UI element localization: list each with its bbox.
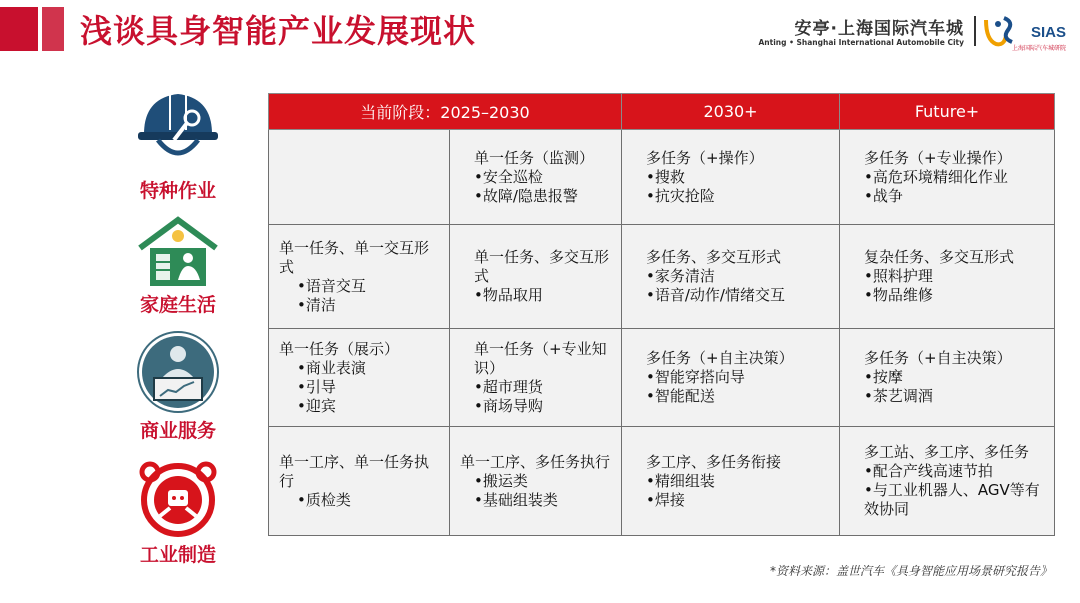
- sias-text: SIAS: [1030, 24, 1066, 41]
- table-cell: [269, 225, 450, 329]
- table-cell: [622, 427, 840, 536]
- cell-item: •迎宾: [297, 396, 336, 415]
- header-future-plus: Future+: [840, 94, 1055, 130]
- category-special-ops: [124, 82, 232, 203]
- table-row: [269, 329, 1055, 427]
- cell-item: •语音/动作/情绪交互: [646, 286, 785, 304]
- cell-title: 单一工序、单一任务执行: [279, 452, 430, 490]
- cell-item: •与工业机器人、AGV等有效协同: [864, 481, 1040, 518]
- cell-title: 单一任务（监测）: [474, 148, 595, 167]
- person-laptop-chart-icon: [130, 330, 226, 414]
- cell-item: •基础组装类: [474, 490, 558, 509]
- cell-title: 单一任务（+专业知识）: [474, 339, 607, 377]
- cell-item: •精细组装: [646, 471, 715, 490]
- table-cell: [840, 329, 1055, 427]
- brand-name-en: Anting • Shanghai International Automobile City: [758, 38, 964, 47]
- cell-title: 多工序、多任务衔接: [646, 452, 782, 471]
- table-cell: [269, 427, 450, 536]
- table-cell: [269, 130, 450, 225]
- cell-title: 多工站、多工序、多任务: [864, 443, 1030, 461]
- cell-item: •搬运类: [474, 471, 528, 490]
- cell-item: •商业表演: [297, 358, 366, 377]
- table-cell: [450, 329, 622, 427]
- cell-item: •物品维修: [864, 286, 933, 304]
- cell-item: •高危环境精细化作业: [864, 167, 1008, 186]
- category-label: 特种作业: [139, 180, 216, 202]
- cell-item: •智能配送: [646, 387, 715, 405]
- cell-item: •故障/隐患报警: [474, 186, 578, 205]
- source-note: *资料来源：盖世汽车《具身智能应用场景研究报告》: [769, 564, 1052, 578]
- cell-item: •照料护理: [864, 267, 933, 285]
- sias-logo: [980, 10, 1066, 54]
- table-cell: [840, 427, 1055, 536]
- cell-item: •搜救: [646, 167, 685, 186]
- cell-title: 复杂任务、多交互形式: [864, 248, 1015, 266]
- category-label: 商业服务: [139, 420, 216, 442]
- cell-title: 单一任务（展示）: [279, 339, 400, 358]
- cell-title: 单一任务、单一交互形式: [279, 238, 430, 276]
- title-accent-bar: [0, 7, 64, 51]
- cell-item: •茶艺调酒: [864, 387, 933, 405]
- sias-subtext: 上海国际汽车城研院: [1011, 45, 1066, 52]
- cell-title: 多任务（+自主决策）: [864, 349, 1012, 367]
- page-title: 浅谈具身智能产业发展现状: [80, 12, 477, 50]
- category-home-life: [124, 214, 232, 317]
- table-cell: [622, 329, 840, 427]
- cell-item: •战争: [864, 186, 903, 205]
- category-industrial: [124, 458, 232, 567]
- house-family-icon: [130, 214, 226, 288]
- category-commercial: [124, 330, 232, 443]
- cell-item: •配合产线高速节拍: [864, 462, 993, 480]
- robot-gears-icon: [130, 458, 226, 538]
- table-cell: [622, 130, 840, 225]
- table-cell: [840, 225, 1055, 329]
- brand-logo-area: [758, 10, 1066, 54]
- safety-helmet-wrench-icon: [130, 82, 226, 174]
- cell-item: •清洁: [297, 295, 336, 314]
- cell-item: •安全巡检: [474, 167, 543, 186]
- header-current-stage: 当前阶段：2025–2030: [269, 94, 622, 130]
- header-2030-plus: 2030+: [622, 94, 840, 130]
- table-cell: [269, 329, 450, 427]
- table-header-row: [269, 94, 1055, 130]
- table-cell: [840, 130, 1055, 225]
- table-row: [269, 427, 1055, 536]
- cell-item: •智能穿搭向导: [646, 368, 745, 386]
- cell-item: •质检类: [297, 490, 351, 509]
- cell-item: •物品取用: [474, 286, 543, 304]
- cell-item: •商场导购: [474, 396, 543, 415]
- table-cell: [622, 225, 840, 329]
- table-cell: [450, 225, 622, 329]
- cell-item: •引导: [297, 377, 336, 396]
- cell-title: 多任务（+操作）: [646, 148, 764, 167]
- table-row: [269, 225, 1055, 329]
- category-label: 家庭生活: [139, 294, 216, 316]
- cell-item: •超市理货: [474, 377, 543, 396]
- cell-item: •焊接: [646, 490, 685, 509]
- brand-name-cn: 安亭·上海国际汽车城: [794, 19, 964, 39]
- table-cell: [450, 427, 622, 536]
- cell-title: 单一工序、多任务执行: [460, 452, 611, 471]
- cell-item: •语音交互: [297, 276, 366, 295]
- table-cell: [450, 130, 622, 225]
- cell-title: 多任务（+专业操作）: [864, 148, 1012, 167]
- scenario-table: [268, 93, 1055, 536]
- brand-divider: [974, 16, 976, 46]
- cell-item: •抗灾抢险: [646, 186, 715, 205]
- cell-title: 多任务（+自主决策）: [646, 349, 794, 367]
- category-label: 工业制造: [139, 544, 216, 566]
- cell-title: 单一任务、多交互形式: [474, 248, 610, 285]
- cell-item: •家务清洁: [646, 267, 715, 285]
- cell-title: 多任务、多交互形式: [646, 248, 782, 266]
- table-row: [269, 130, 1055, 225]
- cell-item: •按摩: [864, 368, 903, 386]
